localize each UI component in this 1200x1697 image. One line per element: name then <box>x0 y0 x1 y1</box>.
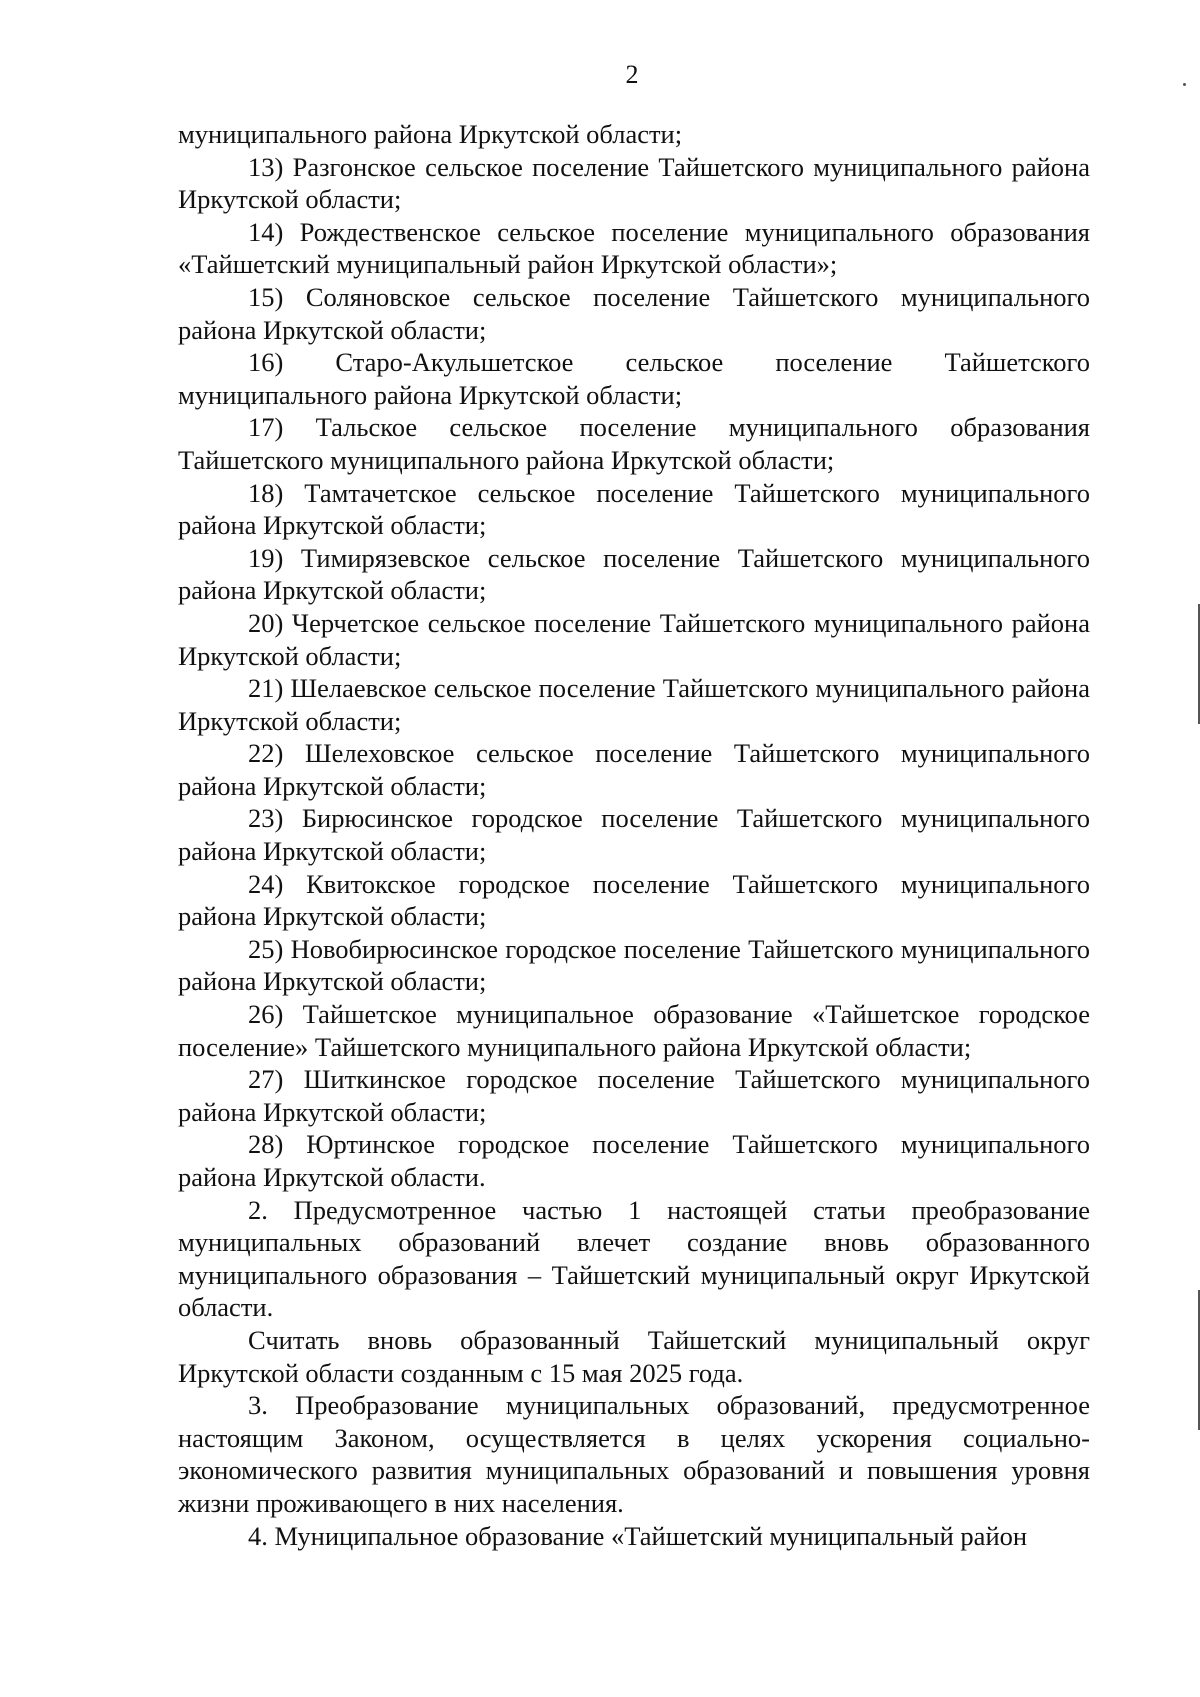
list-item-22: 22) Шелеховское сельское поселение Тайшетского муниципального района Иркутской области; <box>178 738 1090 801</box>
document-body <box>178 118 1090 1552</box>
list-item-18: 18) Тамтачетское сельское поселение Тайшетского муниципального района Иркутской области; <box>178 477 1090 541</box>
paragraph-continuation: муниципального района Иркутской области; <box>178 119 683 149</box>
list-item-23: 23) Бирюсинское городское поселение Тайшетского муниципального района Иркутской области; <box>178 803 1090 867</box>
list-item-27: 27) Шиткинское городское поселение Тайшетского муниципального района Иркутской области; <box>178 1064 1090 1127</box>
list-item-20: 20) Черчетское сельское поселение Тайшетского муниципального района Иркутской области; <box>178 607 1090 671</box>
list-item-25: 25) Новобирюсинское городское поселение Тайшетского муниципального района Иркутской области; <box>178 933 1090 997</box>
list-item-16: 16) Старо-Акульшетское сельское поселение Тайшетского муниципального района Иркутской области; <box>178 347 1090 410</box>
list-item-28: 28) Юртинское городское поселение Тайшетского муниципального района Иркутской области. <box>178 1129 1090 1192</box>
list-item-15: 15) Соляновское сельское поселение Тайшетского муниципального района Иркутской области; <box>178 281 1090 345</box>
clause-2: 2. Предусмотренное частью 1 настоящей статьи преобразование муниципальных образований влечет создание вновь образованного муниципального образования – Тайшетский муниципальный округ Иркутской области. <box>178 1194 1090 1323</box>
list-item-26: 26) Тайшетское муниципальное образование «Тайшетское городское поселение» Тайшетского муниципального района Иркутской области; <box>178 999 1090 1062</box>
list-item-21: 21) Шелаевское сельское поселение Тайшетского муниципального района Иркутской области; <box>178 673 1090 736</box>
scan-dust-mark <box>1183 83 1186 86</box>
clause-2-date: Считать вновь образованный Тайшетский муниципальный округ Иркутской области созданным с 15 мая 2025 года. <box>178 1324 1090 1388</box>
clause-4: 4. Муниципальное образование «Тайшетский муниципальный район <box>248 1520 1028 1551</box>
list-item-14: 14) Рождественское сельское поселение муниципального образования «Тайшетский муниципальный район Иркутской области»; <box>178 216 1090 280</box>
list-item-13: 13) Разгонское сельское поселение Тайшетского муниципального района Иркутской области; <box>178 151 1090 215</box>
page-number: 2 <box>625 60 639 89</box>
list-item-19: 19) Тимирязевское сельское поселение Тайшетского муниципального района Иркутской области; <box>178 542 1090 606</box>
clause-3: 3. Преобразование муниципальных образований, предусмотренное настоящим Законом, осуществляется в целях ускорения социально-экономического развития муниципальных образований и повышения уровня жизни проживающего в них населения. <box>178 1390 1090 1518</box>
list-item-17: 17) Тальское сельское поселение муниципального образования Тайшетского муниципального района Иркутской области; <box>178 412 1090 475</box>
list-item-24: 24) Квитокское городское поселение Тайшетского муниципального района Иркутской области; <box>178 868 1090 932</box>
